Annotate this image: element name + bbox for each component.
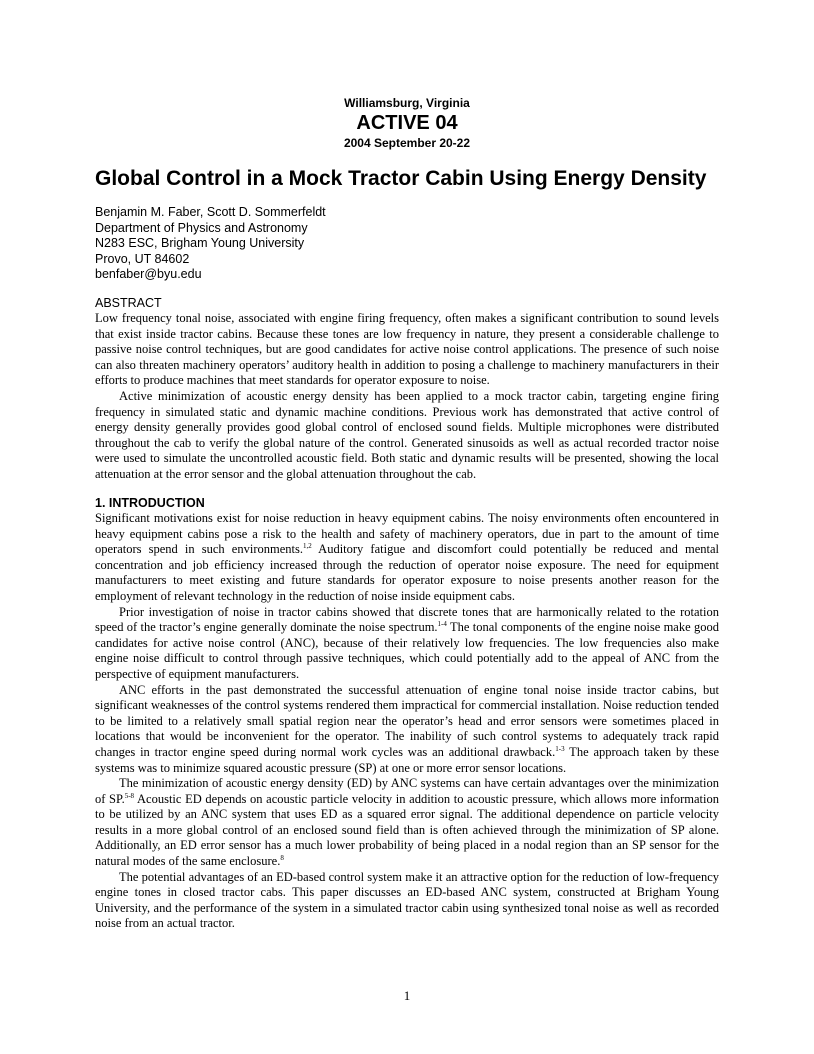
conference-date: 2004 September 20-22: [343, 136, 471, 150]
author-names: Benjamin M. Faber, Scott D. Sommerfeldt: [95, 205, 326, 219]
author-address: N283 ESC, Brigham Young University: [95, 236, 305, 251]
paper-title: Global Control in a Mock Tractor Cabin Using Energy Density: [95, 167, 707, 190]
intro-text: The approach taken by these systems was to minimize squared acoustic pressure (SP) at one or more error sensor locations.: [95, 744, 719, 775]
author-block: [95, 205, 326, 283]
intro-paragraph: [95, 605, 719, 683]
abstract-body: [95, 311, 719, 483]
citation-ref: 5-8: [124, 791, 135, 800]
citation-ref: 1-4: [437, 620, 447, 629]
abstract-section: [95, 296, 719, 483]
intro-text: Significant motivations exist for noise reduction in heavy equipment cabins. The noisy environments often encountered in heavy equipment cabins pose a risk to the health and safety of machinery operators, due in part to the amount of time operators spend in such environments.: [95, 511, 719, 557]
introduction-section: [95, 496, 719, 932]
page-number: 1: [403, 988, 411, 1003]
abstract-paragraph: Low frequency tonal noise, associated with engine firing frequency, often makes a significant contribution to sound levels that exist inside tractor cabins. Because these tones are low frequency in nature, they present a considerable challenge to passive noise control techniques, but are good candidates for active noise control applications. The presence of such noise can also threaten machinery operators’ auditory health in addition to posing a challenge to machinery manufacturers in their efforts to produce machines that meet standards for operator exposure to noise.: [95, 311, 719, 388]
intro-paragraph: The potential advantages of an ED-based control system make it an attractive option for the reduction of low-frequency engine tones in closed tractor cabs. This paper discusses an ED-based ANC system, constructed at Brigham Young University, and the performance of the system in a simulated tractor cabin using synthesized tonal noise as well as recorded noise from an actual tractor.: [95, 869, 719, 931]
section-heading: 1. INTRODUCTION: [95, 496, 205, 510]
introduction-body: [95, 511, 719, 932]
citation-ref: 8: [280, 854, 284, 863]
intro-paragraph: [95, 683, 719, 777]
intro-text: Acoustic ED depends on acoustic particle velocity in addition to acoustic pressure, which allows more information to be utilized by an ANC system that uses ED as a squared error signal. The additional dependence on particle velocity results in a more global control of an enclosed sound field than is often achieved through the minimization of SP alone. Additionally, an ED error sensor has a much lower probability of being placed in a nodal region than an SP sensor for the natural modes of the same enclosure.: [95, 791, 719, 869]
intro-text: Prior investigation of noise in tractor cabins showed that discrete tones that are harmonically related to the rotation speed of the tractor’s engine generally dominate the noise spectrum.: [95, 604, 719, 635]
citation-ref: 1-3: [555, 744, 565, 753]
author-email: benfaber@byu.edu: [95, 267, 202, 282]
conference-location: Williamsburg, Virginia: [344, 96, 470, 110]
intro-paragraph: [95, 776, 719, 870]
intro-text: Auditory fatigue and discomfort could potentially be reduced and mental concentration and job efficiency increased through the reduction of operator noise exposure. The need for equipment manufacturers to meet existing and future standards for operator exposure to noise presents another reason for the employment of relevant technology in the reduction of noise inside equipment cabs.: [95, 542, 719, 603]
author-department: Department of Physics and Astronomy: [95, 220, 308, 235]
citation-ref: 1,2: [302, 542, 312, 551]
conference-header: [0, 96, 814, 150]
author-city: Provo, UT 84602: [95, 251, 190, 266]
abstract-heading: ABSTRACT: [95, 296, 162, 310]
intro-text: The tonal components of the engine noise make good candidates for active noise control (ANC), because of their relatively low frequencies. The low frequencies also make engine noise difficult to control through passive techniques, which could potentially add to the appeal of ANC from the perspective of equipment manufacturers.: [95, 620, 719, 681]
intro-text: The minimization of acoustic energy density (ED) by ANC systems can have certain advantages over the minimization of SP.: [95, 776, 719, 806]
intro-paragraph: [95, 511, 719, 605]
intro-text: ANC efforts in the past demonstrated the successful attenuation of engine tonal noise inside tractor cabins, but significant weaknesses of the control systems rendered them impractical for commercial installation. Noise reduction tended to be limited to a relatively small spatial region near the operator’s head and error sensors were sometimes placed in locations that would be inconvenient for the operator. The inability of such control systems to adequately track rapid changes in tractor engine speed during normal work cycles was an additional drawback.: [95, 682, 719, 759]
abstract-paragraph: Active minimization of acoustic energy density has been applied to a mock tractor cabin, targeting engine firing frequency in simulated static and dynamic machine conditions. Previous work has demonstrated that active control of energy density generally provides good global control of enclosed sound fields. Multiple microphones were distributed throughout the cab to verify the global nature of the control. Generated sinusoids as well as actual recorded tractor noise were used to simulate the uncontrolled acoustic field. Both static and dynamic results will be presented, showing the local attenuation at the error sensor and the global attenuation throughout the cab.: [95, 388, 719, 481]
conference-name: ACTIVE 04: [356, 112, 458, 134]
